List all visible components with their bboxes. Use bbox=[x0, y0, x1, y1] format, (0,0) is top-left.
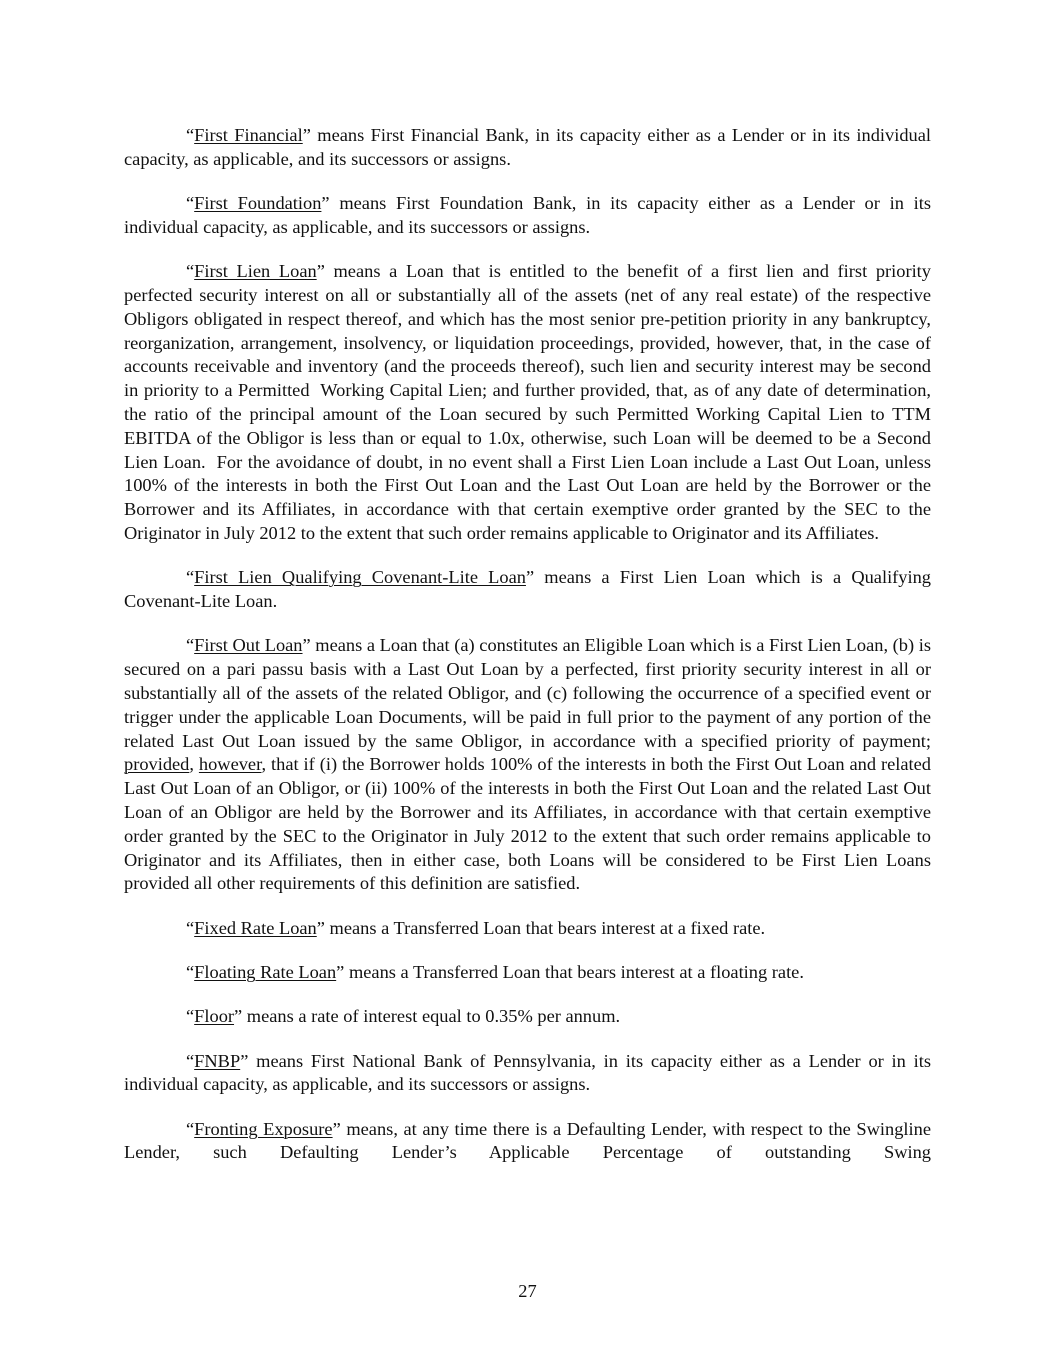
document-page bbox=[124, 124, 936, 1186]
close-quote: ” bbox=[316, 261, 325, 282]
defined-term: Fixed Rate Loan bbox=[194, 917, 317, 938]
definition-body: means a Loan that (a) constitutes an Eligible Loan which is a First Lien Loan, (b) is secured on a pari passu basis with a Last Out Loan by a perfected, first priority security interest in all or substantially all of the assets of the related Obligor, and (c) following the occurrence of a specified event or trigger under the applicable Loan Documents, will be paid in full prior to the payment of any portion of the related Last Out Loan issued by the same Obligor, in accordance with a specified priority of payment; bbox=[124, 635, 932, 751]
definition-first-financial bbox=[124, 124, 931, 172]
definition-fnbp bbox=[124, 1050, 931, 1098]
close-quote: ” bbox=[240, 1050, 249, 1071]
definition-first-out-loan bbox=[124, 634, 931, 896]
definition-body: means First Financial Bank, in its capacity either as a Lender or in its individual capacity, as applicable, and its successors or assigns. bbox=[124, 125, 932, 169]
open-quote: “ bbox=[186, 125, 195, 145]
definition-body: means a Transferred Loan that bears interest at a floating rate. bbox=[344, 961, 804, 982]
separator: , bbox=[189, 754, 199, 775]
page-number: 27 bbox=[518, 1281, 537, 1301]
definition-body: means a Loan that is entitled to the benefit of a first lien and first priority perfected security interest on all or substantially all of the assets (net of any real estate) of the respective Obligors obligated in respect thereof, and which has the most senior pre-petition priority in any bankruptcy, reorganization, arrangement, insolvency, or liquidation proceedings, provided, however, that, in the case of accounts receivable and inventory (and the proceeds thereof), such lien and security interest may be second in priority to a Permitted Working Capital Lien; and further provided, that, as of any date of determination, the ratio of the principal amount of the Loan secured by such Permitted Working Capital Lien to TTM EBITDA of the Obligor is less than or equal to 1.0x, otherwise, such Loan will be deemed to be a Second Lien Loan. For the avoidance of doubt, in no event shall a First Lien Loan include a Last Out Loan, unless 100% of the interests in both the First Out Loan and the Last Out Loan are held by the Borrower or the Borrower and its Affiliates, in accordance with that certain exemptive order granted by the SEC to the Originator in July 2012 to the extent that such order remains applicable to Originator and its Affiliates. bbox=[124, 261, 936, 543]
definition-first-lien-loan bbox=[124, 260, 936, 546]
open-quote: “ bbox=[186, 917, 195, 938]
defined-term: Floor bbox=[194, 1006, 235, 1027]
close-quote: ” bbox=[525, 567, 535, 588]
defined-term: First Foundation bbox=[194, 193, 322, 214]
definition-body: means a Transferred Loan that bears interest at a fixed rate. bbox=[324, 917, 766, 938]
definition-body: means First Foundation Bank, in its capacity either as a Lender or in its individual capacity, as applicable, and its successors or assigns. bbox=[124, 193, 932, 237]
open-quote: “ bbox=[186, 635, 195, 656]
close-quote: ” bbox=[321, 193, 330, 214]
definition-floating-rate-loan bbox=[124, 961, 931, 985]
open-quote: “ bbox=[186, 1050, 195, 1071]
open-quote: “ bbox=[186, 567, 195, 588]
underlined-provided: provided bbox=[124, 754, 190, 775]
close-quote: ” bbox=[302, 635, 311, 656]
open-quote: “ bbox=[186, 193, 195, 214]
open-quote: “ bbox=[186, 961, 195, 982]
close-quote: ” bbox=[302, 125, 311, 145]
definition-first-foundation bbox=[124, 192, 931, 240]
definition-first-lien-qualifying-covenant-lite-loan bbox=[124, 566, 931, 614]
close-quote: ” bbox=[316, 917, 325, 938]
definition-fronting-exposure bbox=[124, 1118, 931, 1166]
close-quote: ” bbox=[332, 1118, 341, 1139]
defined-term: Floating Rate Loan bbox=[194, 961, 337, 982]
defined-term: First Financial bbox=[194, 125, 303, 145]
definition-body: means a First Lien Loan which is a Qualifying Covenant-Lite Loan. bbox=[124, 567, 932, 612]
underlined-however: however bbox=[198, 754, 262, 775]
definition-body: means a rate of interest equal to 0.35% per annum. bbox=[242, 1006, 621, 1027]
defined-term: First Lien Loan bbox=[194, 261, 317, 282]
defined-term: First Out Loan bbox=[194, 635, 303, 656]
close-quote: ” bbox=[234, 1006, 243, 1027]
open-quote: “ bbox=[186, 1118, 195, 1139]
defined-term: FNBP bbox=[194, 1050, 241, 1071]
definition-floor bbox=[124, 1005, 931, 1029]
defined-term: Fronting Exposure bbox=[194, 1118, 333, 1139]
defined-term: First Lien Qualifying Covenant-Lite Loan bbox=[194, 567, 526, 588]
open-quote: “ bbox=[186, 261, 195, 282]
definition-body: means First National Bank of Pennsylvania, in its capacity either as a Lender or in its individual capacity, as applicable, and its successors or assigns. bbox=[124, 1050, 931, 1095]
open-quote: “ bbox=[186, 1006, 195, 1027]
close-quote: ” bbox=[336, 961, 345, 982]
definition-body-continued: , that if (i) the Borrower holds 100% of the interests in both the First Out Loan and related Last Out Loan of an Obligor, or (ii) 100% of the interests in both the First Out Loan and the related Last Out Loan of an Obligor are held by the Borrower and its Affiliates, in accordance with that certain exemptive order granted by the SEC to the Originator in July 2012 to the extent that such order remains applicable to Originator and its Affiliates, then in either case, both Loans will be considered to be First Lien Loans provided all other requirements of this definition are satisfied. bbox=[124, 754, 931, 894]
definition-body: means, at any time there is a Defaulting Lender, with respect to the Swingline Lender, such Defaulting Lender’s Applicable Percentage of outstanding Swing bbox=[124, 1118, 931, 1163]
definition-fixed-rate-loan bbox=[124, 917, 931, 941]
